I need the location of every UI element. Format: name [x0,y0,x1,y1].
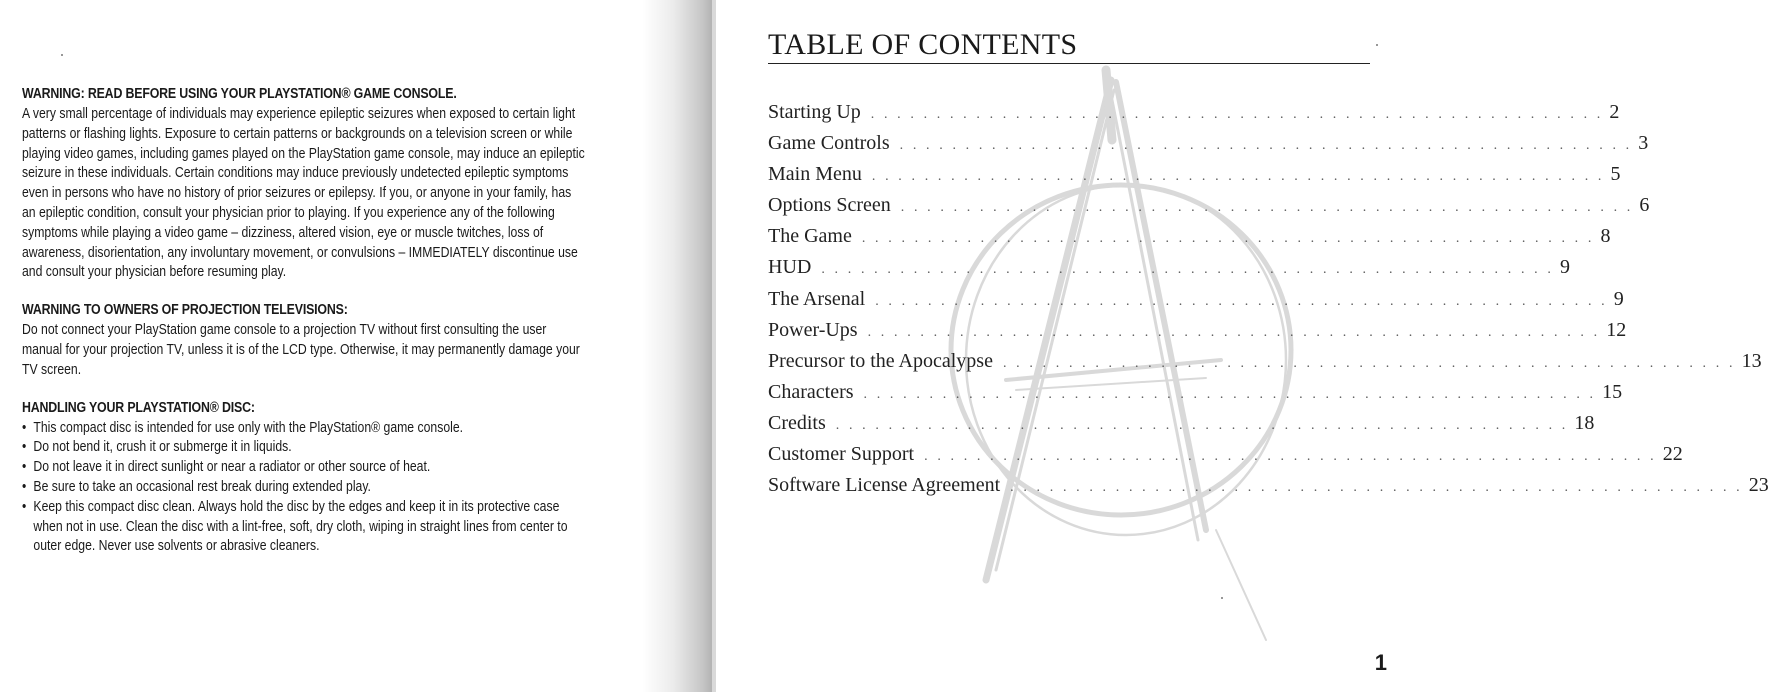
toc-entry[interactable] [768,256,1570,287]
toc-entry-label: HUD [768,256,812,279]
list-item-text: Do not bend it, crush it or submerge it in liquids. [33,438,292,456]
warnings-block [22,84,694,574]
list-item [22,457,702,477]
toc-leader: . . . . . . . . . . . . . . . . . . . . . . . . . . . . . . . . . . . . . . . . . . . . . . . . . . . . . . . . [821,262,1554,278]
bullet-icon: • [22,458,27,476]
print-speck [61,54,63,56]
toc-entry-label: The Game [768,225,852,248]
list-item-continuation: outer edge. Never use solvents or abrasive cleaners. [33,537,320,555]
toc-entry-page: 23 [1748,474,1769,497]
page-number: 1 [1374,650,1387,675]
toc-entry[interactable] [768,411,1595,443]
toc-leader: . . . . . . . . . . . . . . . . . . . . . . . . . . . . . . . . . . . . . . . . . . . . . . . . . . . . . . . . [861,231,1595,247]
toc-entry-page: 22 [1662,443,1683,466]
toc-entry-page: 9 [1613,287,1624,310]
toc-leader: . . . . . . . . . . . . . . . . . . . . . . . . . . . . . . . . . . . . . . . . . . . . . . . . . . . . . . . . [1010,480,1743,496]
print-speck [1376,44,1378,46]
toc-leader: . . . . . . . . . . . . . . . . . . . . . . . . . . . . . . . . . . . . . . . . . . . . . . . . . . . . . . . . [1002,355,1736,371]
projection-tv-warning-line: TV screen. [22,360,82,378]
list-item [22,437,702,457]
list-item [22,477,702,497]
seizure-warning-line: symptoms while playing a video game – dizziness, altered vision, eye or muscle twitches, loss of [22,223,544,241]
right-page [716,0,1769,692]
title-rule [768,63,1370,64]
toc-leader: . . . . . . . . . . . . . . . . . . . . . . . . . . . . . . . . . . . . . . . . . . . . . . . . . . . . . . . . [835,417,1569,433]
projection-tv-warning-heading: WARNING TO OWNERS OF PROJECTION TELEVISIONS: [22,302,348,319]
seizure-warning-line: an epileptic condition, consult your physician prior to playing. If you experience any of the following [22,203,555,221]
seizure-warning-line: seizure in these individuals. Certain conditions may induce previously undetected epileptic symptoms [22,164,569,182]
toc-leader: . . . . . . . . . . . . . . . . . . . . . . . . . . . . . . . . . . . . . . . . . . . . . . . . . . . . . . . . [900,200,1634,216]
list-item-text: This compact disc is intended for use only with the PlayStation® game console. [33,418,464,436]
toc-entry-label: The Arsenal [768,287,866,310]
toc-entry[interactable] [768,318,1627,350]
disc-handling-heading: HANDLING YOUR PLAYSTATION® DISC: [22,399,255,416]
toc-entry[interactable] [768,474,1769,505]
bullet-icon: • [22,438,27,456]
toc-leader: . . . . . . . . . . . . . . . . . . . . . . . . . . . . . . . . . . . . . . . . . . . . . . . . . . . . . . . . [863,386,1597,402]
toc-entry[interactable] [768,101,1620,132]
toc-entry-page: 13 [1741,349,1762,372]
toc-entry-page: 18 [1574,411,1595,434]
seizure-warning-line: playing video games, including games played on the PlayStation game console, may induce an epileptic [22,144,585,162]
toc-entry[interactable] [768,225,1611,256]
toc-entry-page: 9 [1559,256,1570,279]
list-item [22,418,702,438]
toc-leader: . . . . . . . . . . . . . . . . . . . . . . . . . . . . . . . . . . . . . . . . . . . . . . . . . . . . . . . . [875,293,1608,309]
toc-entry[interactable] [768,163,1621,194]
list-item-text: Do not leave it in direct sunlight or near a radiator or other source of heat. [33,458,431,476]
toc-entry[interactable] [768,132,1649,163]
toc-list [768,101,1769,505]
toc-entry-page: 15 [1602,380,1623,403]
seizure-warning-line: and consult your physician before resuming play. [22,263,287,281]
toc-entry-label: Game Controls [768,132,890,155]
disc-handling-list [22,418,694,557]
toc-entry-label: Characters [768,380,854,403]
toc-leader: . . . . . . . . . . . . . . . . . . . . . . . . . . . . . . . . . . . . . . . . . . . . . . . . . . . . . . . . [871,169,1605,185]
toc-leader: . . . . . . . . . . . . . . . . . . . . . . . . . . . . . . . . . . . . . . . . . . . . . . . . . . . . . . . . [870,107,1604,122]
toc-entry-page: 8 [1600,225,1611,248]
toc-entry-page: 3 [1638,132,1649,155]
list-item [22,497,702,556]
list-item-continuation: when not in use. Clean the disc with a lint-free, soft, dry cloth, wiping in straight lines from center to [33,517,568,535]
projection-tv-warning-line: manual for your projection TV, unless it is of the LCD type. Otherwise, it may permanently damage your [22,340,580,358]
seizure-warning-line: patterns or flashing lights. Exposure to certain patterns or backgrounds on a television screen or while [22,124,573,142]
toc-entry-label: Software License Agreement [768,474,1001,497]
toc-entry-page: 2 [1609,101,1620,123]
projection-tv-warning-section [22,300,694,379]
toc-entry-label: Main Menu [768,163,862,186]
page-title: TABLE OF CONTENTS [768,28,1078,61]
left-page [0,0,712,692]
toc-entry[interactable] [768,194,1650,225]
toc-entry[interactable] [768,380,1623,412]
bullet-icon: • [22,497,27,515]
seizure-warning-line: even in persons who have no history of prior seizures or epilepsy. If you, or anyone in your family, has [22,184,572,202]
seizure-warning-line: A very small percentage of individuals may experience epileptic seizures when exposed to certain light [22,105,576,122]
seizure-warning-heading: WARNING: READ BEFORE USING YOUR PLAYSTATION® GAME CONSOLE. [22,86,457,102]
bullet-icon: • [22,477,27,495]
toc-entry-page: 12 [1606,318,1627,341]
toc-entry-label: Precursor to the Apocalypse [768,349,993,372]
toc-leader: . . . . . . . . . . . . . . . . . . . . . . . . . . . . . . . . . . . . . . . . . . . . . . . . . . . . . . . . [867,324,1601,340]
toc-entry-label: Power-Ups [768,318,858,341]
toc-entry-label: Starting Up [768,101,861,123]
toc-entry[interactable] [768,443,1683,474]
list-item-text: Keep this compact disc clean. Always hold the disc by the edges and keep it in its protective case [33,497,560,515]
toc-entry-label: Options Screen [768,194,891,217]
projection-tv-warning-line: Do not connect your PlayStation game console to a projection TV without first consulting the user [22,321,547,339]
toc-entry[interactable] [768,287,1624,319]
toc-entry[interactable] [768,349,1762,381]
bullet-icon: • [22,418,27,436]
seizure-warning-line: awareness, disorientation, any involuntary movement, or convulsions – IMMEDIATELY discontinue use [22,243,578,261]
list-item-text: Be sure to take an occasional rest break during extended play. [33,477,371,495]
toc-entry-page: 5 [1610,163,1621,186]
toc-entry-label: Customer Support [768,443,915,466]
toc-entry-label: Credits [768,411,826,434]
disc-handling-section [22,398,694,557]
seizure-warning-section [22,84,694,282]
print-speck [1221,597,1223,599]
toc-leader: . . . . . . . . . . . . . . . . . . . . . . . . . . . . . . . . . . . . . . . . . . . . . . . . . . . . . . . . [924,449,1657,465]
toc-entry-page: 6 [1639,194,1650,217]
toc-leader: . . . . . . . . . . . . . . . . . . . . . . . . . . . . . . . . . . . . . . . . . . . . . . . . . . . . . . . . [899,138,1633,154]
